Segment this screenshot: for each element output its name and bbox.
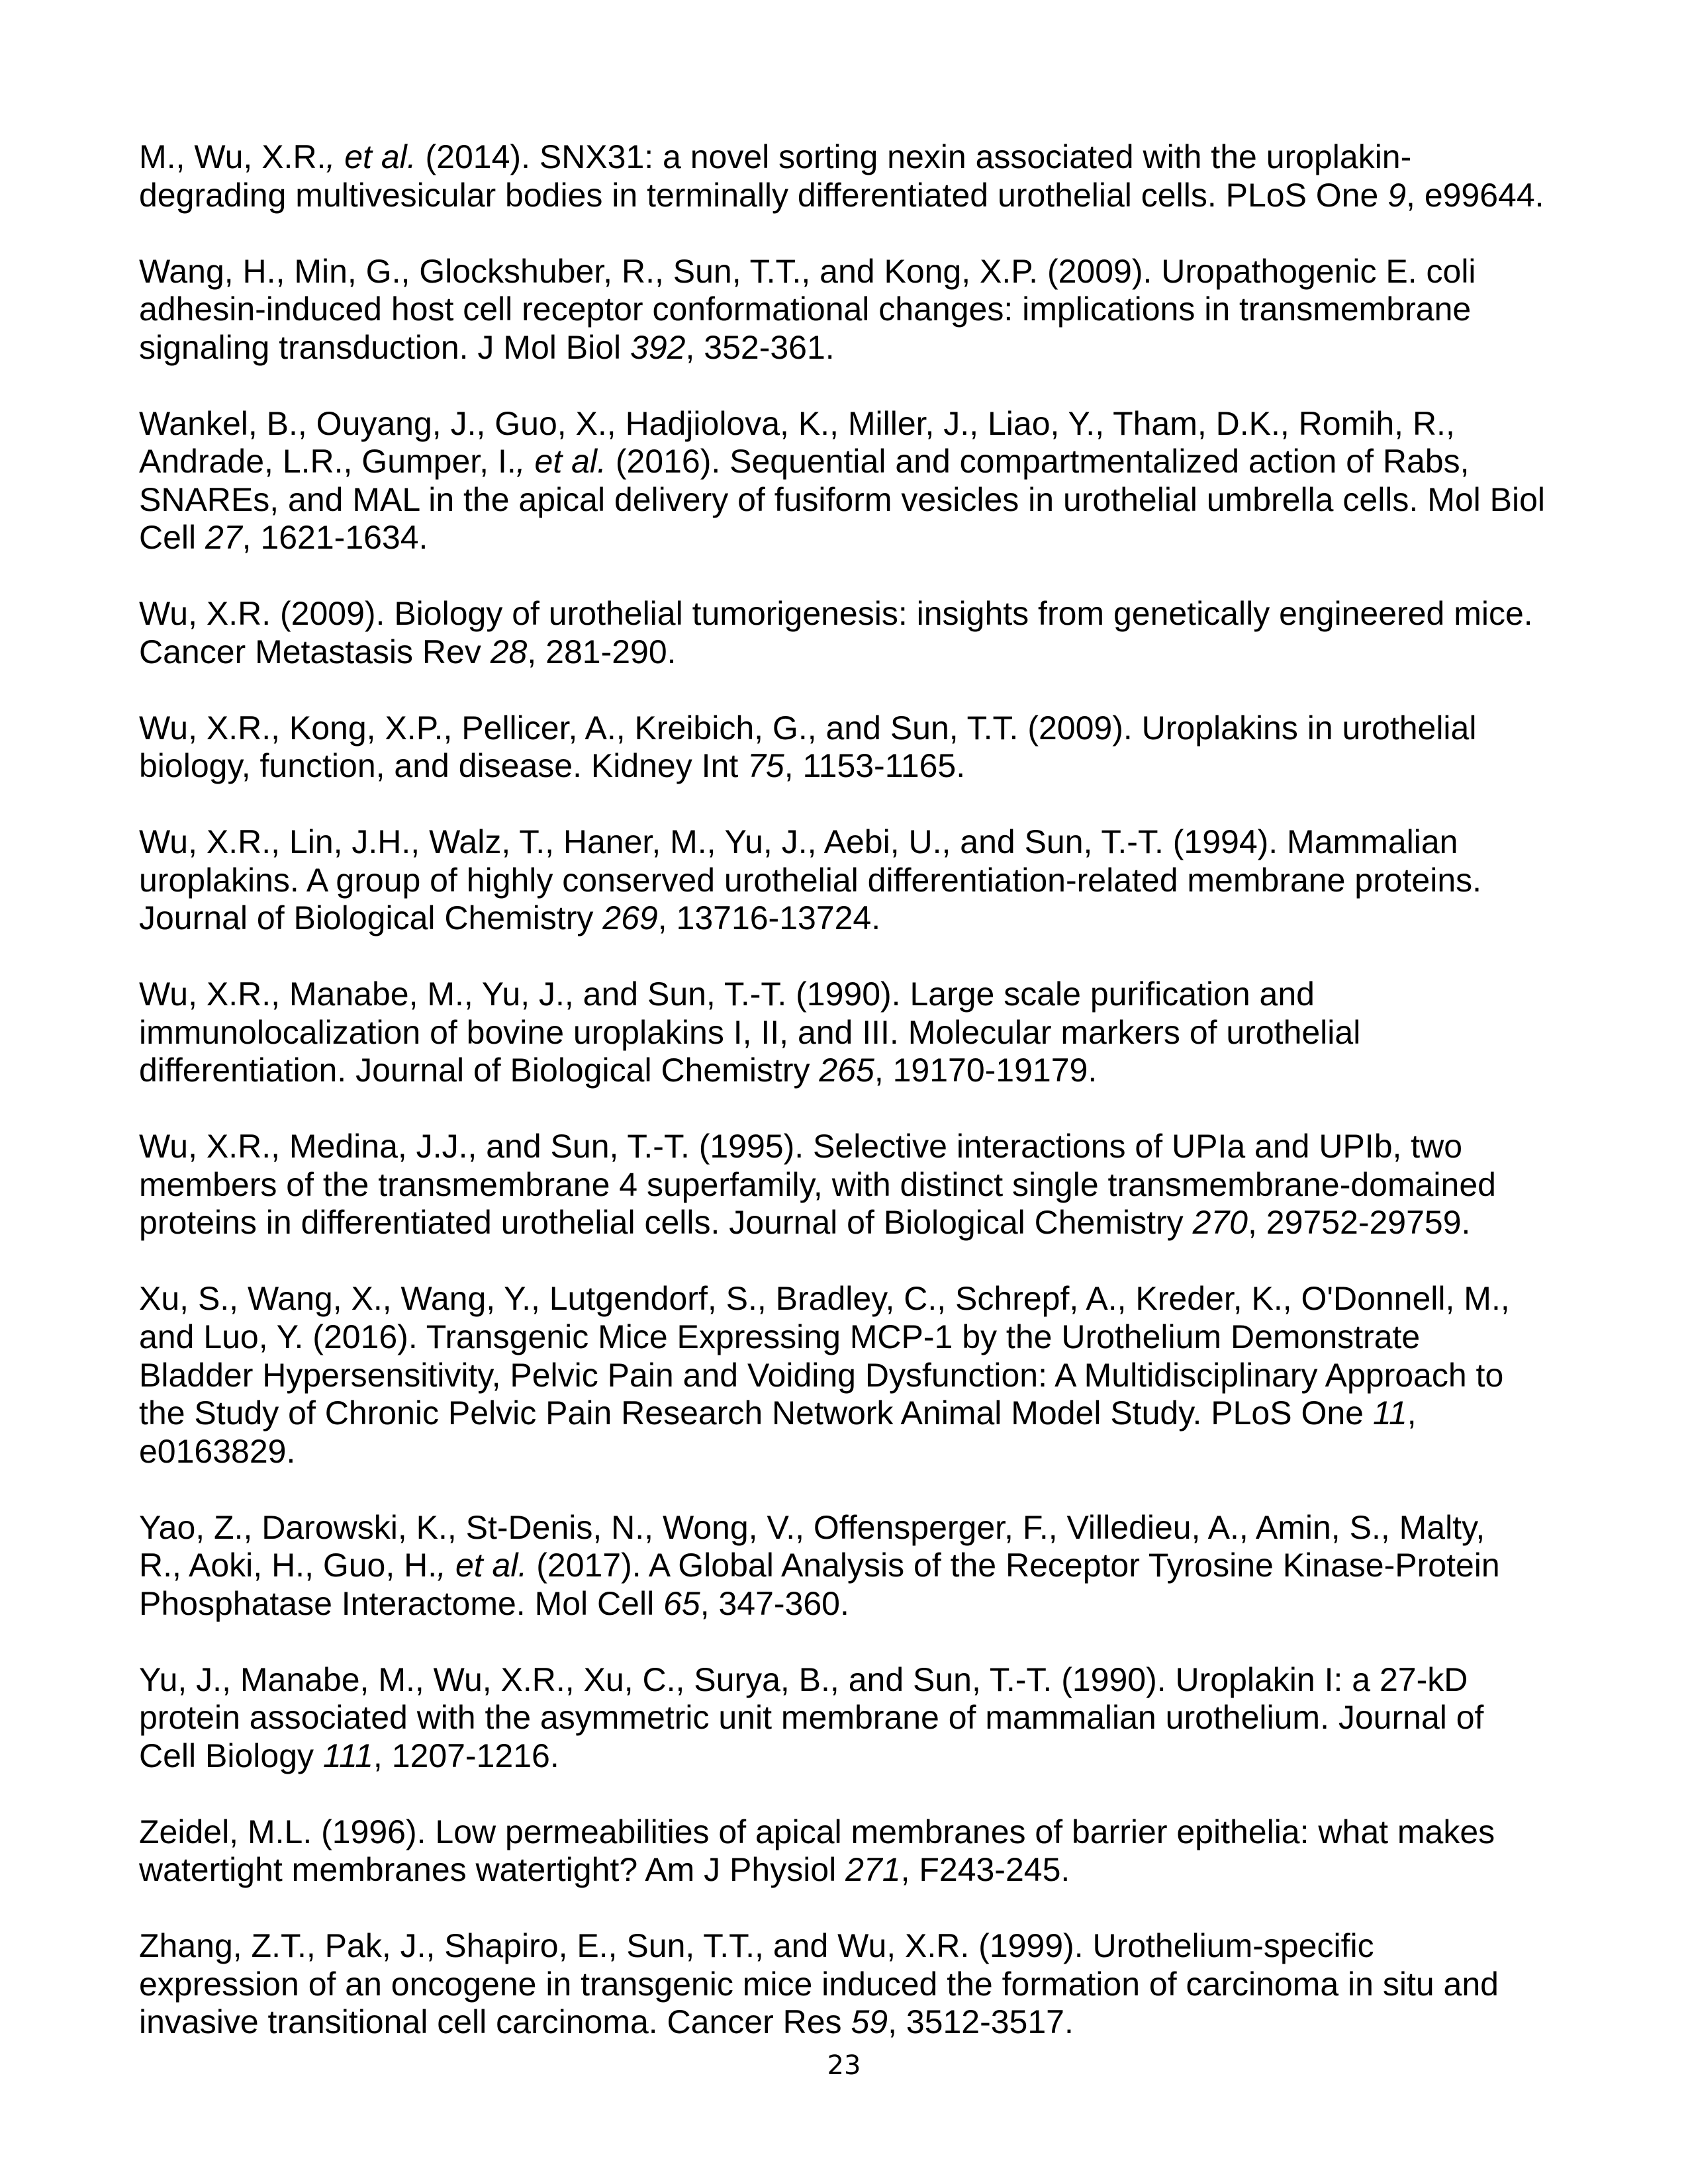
reference-entry xyxy=(139,138,1562,214)
reference-line xyxy=(139,1737,1562,1776)
reference-text: Zeidel, M.L. (1996). Low permeabilities of apical membranes of barrier epithelia: what makes xyxy=(139,1813,1495,1850)
reference-text: , 29752-29759. xyxy=(1248,1204,1471,1242)
reference-line xyxy=(139,1851,1562,1889)
reference-line xyxy=(139,1927,1562,1966)
reference-line xyxy=(139,1052,1562,1090)
reference-text: Wu, X.R., Lin, J.H., Walz, T., Haner, M., Yu, J., Aebi, U., and Sun, T.-T. (1994). Mammalian xyxy=(139,823,1458,861)
italic-text: , et al. xyxy=(326,138,416,175)
reference-text: Cell xyxy=(139,519,206,557)
reference-text: uroplakins. A group of highly conserved urothelial differentiation-related membrane proteins. xyxy=(139,861,1482,899)
reference-text: Yao, Z., Darowski, K., St-Denis, N., Wong, V., Offensperger, F., Villedieu, A., Amin, S., Malty, xyxy=(139,1508,1485,1546)
reference-line xyxy=(139,1394,1562,1433)
italic-text: 75 xyxy=(747,747,784,785)
reference-text: adhesin-induced host cell receptor conformational changes: implications in transmembrane xyxy=(139,291,1472,328)
reference-line xyxy=(139,481,1562,520)
reference-text: e0163829. xyxy=(139,1432,296,1470)
reference-text: immunolocalization of bovine uroplakins I, II, and III. Molecular markers of urothelial xyxy=(139,1013,1361,1051)
reference-text: , 1153-1165. xyxy=(784,747,966,785)
italic-text: 392 xyxy=(630,328,686,366)
reference-line xyxy=(139,1433,1562,1471)
reference-text: Zhang, Z.T., Pak, J., Shapiro, E., Sun, T.T., and Wu, X.R. (1999). Urothelium-specific xyxy=(139,1927,1374,1965)
reference-line xyxy=(139,1357,1562,1395)
page-number: 23 xyxy=(827,2050,861,2081)
reference-text: , 1621-1634. xyxy=(242,519,428,557)
reference-line xyxy=(139,1166,1562,1205)
reference-text: members of the transmembrane 4 superfamily, with distinct single transmembrane-domained xyxy=(139,1165,1496,1203)
reference-text: differentiation. Journal of Biological Chemistry xyxy=(139,1052,820,1089)
reference-line xyxy=(139,709,1562,748)
italic-text: 59 xyxy=(851,2003,888,2041)
reference-line xyxy=(139,138,1562,177)
italic-text: 27 xyxy=(205,519,242,557)
reference-text: signaling transduction. J Mol Biol xyxy=(139,328,631,366)
reference-text: Wu, X.R., Manabe, M., Yu, J., and Sun, T.-T. (1990). Large scale purification and xyxy=(139,976,1315,1013)
reference-entry xyxy=(139,595,1562,671)
reference-line xyxy=(139,1280,1562,1318)
reference-text: Wu, X.R., Medina, J.J., and Sun, T.-T. (1995). Selective interactions of UPIa and UPIb, two xyxy=(139,1128,1463,1165)
reference-text: Wu, X.R., Kong, X.P., Pellicer, A., Kreibich, G., and Sun, T.T. (2009). Uroplakins in urothelial xyxy=(139,709,1477,747)
reference-line xyxy=(139,1547,1562,1585)
reference-entry xyxy=(139,1280,1562,1471)
reference-line xyxy=(139,1966,1562,2004)
reference-entry xyxy=(139,405,1562,557)
reference-text: Yu, J., Manabe, M., Wu, X.R., Xu, C., Surya, B., and Sun, T.-T. (1990). Uroplakin I: a 27-kD xyxy=(139,1661,1468,1698)
reference-line xyxy=(139,519,1562,557)
reference-line xyxy=(139,1661,1562,1700)
reference-entry xyxy=(139,1813,1562,1889)
reference-text: , 13716-13724. xyxy=(657,899,881,937)
reference-line xyxy=(139,291,1562,329)
reference-text: , 352-361. xyxy=(685,328,835,366)
italic-text: 270 xyxy=(1192,1204,1248,1242)
reference-text: and Luo, Y. (2016). Transgenic Mice Expressing MCP-1 by the Urothelium Demonstrate xyxy=(139,1318,1421,1355)
italic-text: , et al. xyxy=(437,1547,528,1584)
reference-text: M., Wu, X.R. xyxy=(139,138,326,175)
reference-text: Wang, H., Min, G., Glockshuber, R., Sun, T.T., and Kong, X.P. (2009). Uropathogenic E. coli xyxy=(139,252,1476,290)
reference-text: degrading multivesicular bodies in terminally differentiated urothelial cells. PLoS One xyxy=(139,176,1388,214)
reference-line xyxy=(139,177,1562,215)
reference-line xyxy=(139,595,1562,633)
reference-line xyxy=(139,747,1562,786)
reference-list xyxy=(139,138,1562,2079)
reference-entry xyxy=(139,1661,1562,1776)
reference-line xyxy=(139,1128,1562,1166)
reference-line xyxy=(139,1585,1562,1623)
reference-line xyxy=(139,1813,1562,1852)
reference-entry xyxy=(139,1927,1562,2042)
reference-text: Journal of Biological Chemistry xyxy=(139,899,603,937)
reference-line xyxy=(139,405,1562,443)
reference-text: (2014). SNX31: a novel sorting nexin associated with the uroplakin- xyxy=(416,138,1412,175)
reference-line xyxy=(139,2003,1562,2042)
reference-text: Phosphatase Interactome. Mol Cell xyxy=(139,1584,664,1622)
reference-text: , 3512-3517. xyxy=(888,2003,1074,2041)
reference-entry xyxy=(139,823,1562,938)
reference-entry xyxy=(139,709,1562,786)
reference-text: Andrade, L.R., Gumper, I. xyxy=(139,443,516,480)
reference-text: R., Aoki, H., Guo, H. xyxy=(139,1547,438,1584)
reference-text: , xyxy=(1407,1394,1417,1432)
italic-text: 11 xyxy=(1372,1394,1407,1432)
italic-text: 28 xyxy=(490,633,528,670)
reference-text: Wu, X.R. (2009). Biology of urothelial tumorigenesis: insights from genetically engineered mice. xyxy=(139,595,1533,633)
reference-line xyxy=(139,253,1562,291)
reference-text: , F243-245. xyxy=(900,1851,1070,1889)
reference-line xyxy=(139,329,1562,367)
reference-text: proteins in differentiated urothelial cells. Journal of Biological Chemistry xyxy=(139,1204,1193,1242)
reference-text: (2016). Sequential and compartmentalized action of Rabs, xyxy=(606,443,1470,480)
italic-text: 271 xyxy=(845,1851,901,1889)
reference-text: , 19170-19179. xyxy=(874,1052,1098,1089)
reference-entry xyxy=(139,1509,1562,1623)
reference-text: the Study of Chronic Pelvic Pain Research Network Animal Model Study. PLoS One xyxy=(139,1394,1373,1432)
reference-text: SNAREs, and MAL in the apical delivery of fusiform vesicles in urothelial umbrella cells. Mol Biol xyxy=(139,480,1546,518)
italic-text: 65 xyxy=(663,1584,700,1622)
reference-line xyxy=(139,976,1562,1014)
reference-text: Wankel, B., Ouyang, J., Guo, X., Hadjiolova, K., Miller, J., Liao, Y., Tham, D.K., Romih, R., xyxy=(139,404,1455,442)
reference-line xyxy=(139,633,1562,672)
reference-entry xyxy=(139,976,1562,1090)
italic-text: 265 xyxy=(819,1052,874,1089)
reference-line xyxy=(139,823,1562,862)
reference-text: protein associated with the asymmetric unit membrane of mammalian urothelium. Journal of xyxy=(139,1699,1484,1737)
reference-line xyxy=(139,1699,1562,1737)
reference-entry xyxy=(139,253,1562,367)
reference-line xyxy=(139,1204,1562,1242)
reference-text: watertight membranes watertight? Am J Physiol xyxy=(139,1851,846,1889)
reference-text: biology, function, and disease. Kidney Int xyxy=(139,747,748,785)
italic-text: 9 xyxy=(1387,176,1407,214)
italic-text: , et al. xyxy=(516,443,606,480)
reference-line xyxy=(139,1014,1562,1052)
reference-line xyxy=(139,1509,1562,1547)
reference-text: invasive transitional cell carcinoma. Cancer Res xyxy=(139,2003,851,2041)
reference-line xyxy=(139,443,1562,481)
reference-text: expression of an oncogene in transgenic mice induced the formation of carcinoma in situ and xyxy=(139,1965,1499,2003)
reference-text: Cell Biology xyxy=(139,1737,323,1774)
reference-text: , 347-360. xyxy=(700,1584,849,1622)
reference-text: Cancer Metastasis Rev xyxy=(139,633,491,670)
italic-text: 111 xyxy=(322,1737,373,1774)
reference-text: , 1207-1216. xyxy=(373,1737,559,1774)
reference-line xyxy=(139,1318,1562,1357)
reference-text: , 281-290. xyxy=(527,633,677,670)
reference-line xyxy=(139,862,1562,900)
reference-line xyxy=(139,899,1562,938)
reference-text: , e99644. xyxy=(1406,176,1544,214)
reference-text: Xu, S., Wang, X., Wang, Y., Lutgendorf, S., Bradley, C., Schrepf, A., Kreder, K., O'Donnell, M., xyxy=(139,1280,1510,1318)
italic-text: 269 xyxy=(602,899,658,937)
reference-text: (2017). A Global Analysis of the Receptor Tyrosine Kinase-Protein xyxy=(527,1547,1500,1584)
reference-text: Bladder Hypersensitivity, Pelvic Pain and Voiding Dysfunction: A Multidisciplinary Approach to xyxy=(139,1356,1504,1394)
reference-entry xyxy=(139,1128,1562,1242)
